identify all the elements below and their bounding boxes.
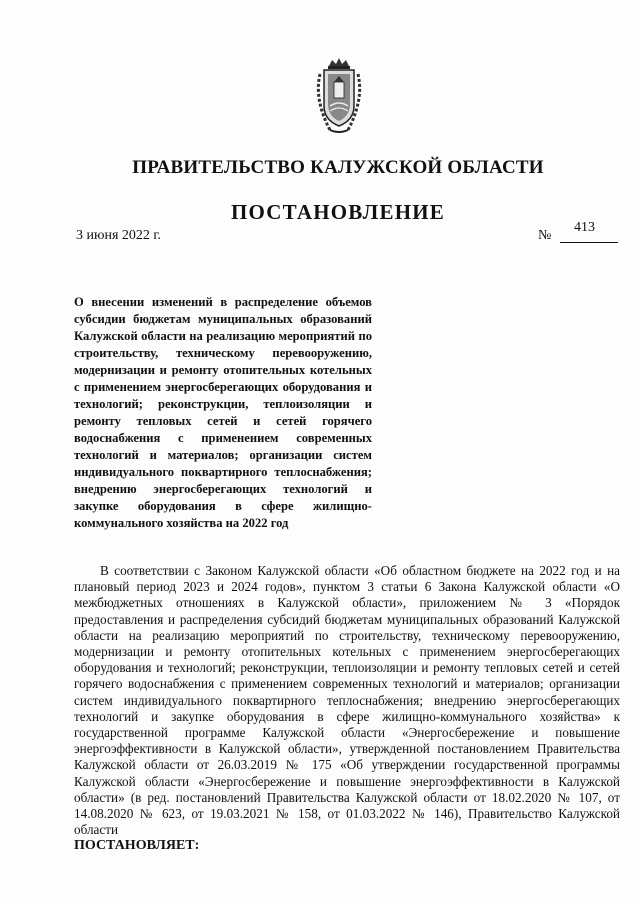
body-paragraph: В соответствии с Законом Калужской области «Об областном бюджете на 2022 год и на плановый период 2023 и 2024 годов», пунктом 3 статьи 6 Закона Калужской области «О межбюджетных отношениях в Калужской области», приложением № 3 «Порядок предоставления и распределения субсидий бюджетам муниципальных образований Калужской области на реализацию мероприятий по строительству, техническому перевооружению, модернизации и ремонту отопительных котельных с применением энергосберегающих оборудования и технологий; реконструкции, теплоизоляции и ремонту тепловых сетей и сетей горячего водоснабжения с применением современных технологий и материалов; организации систем индивидуального поквартирного теплоснабжения; внедрению энергосберегающих технологий и закупке оборудования в сфере жилищно-коммунального хозяйства» к государственной программе Калужской области «Энергосбережение и повышение энергоэффективности в Калужской области», утвержденной постановлением Правительства Калужской области от 26.03.2019 № 175 «Об утверждении государственной программы Калужской области «Энергосбережение и повышение энергоэффективности в Калужской области» (в ред. постановлений Правительства Калужской области от 18.02.2020 № 107, от 14.08.2020 № 623, от 19.03.2021 № 158, от 01.03.2022 № 146), Правительство Калужской области (74, 563, 620, 838)
number-sign: № (538, 228, 552, 243)
decree-keyword: ПОСТАНОВЛЯЕТ: (74, 838, 200, 853)
document-type-title: ПОСТАНОВЛЕНИЕ (230, 200, 446, 224)
number-underline (560, 242, 618, 243)
document-date: 3 июня 2022 г. (76, 228, 162, 243)
coat-of-arms-emblem (310, 56, 368, 136)
government-name: ПРАВИТЕЛЬСТВО КАЛУЖСКОЙ ОБЛАСТИ (132, 157, 544, 178)
document-number: 413 (574, 220, 595, 235)
document-number-block (538, 220, 618, 244)
document-subject: О внесении изменений в распределение объемов субсидии бюджетам муниципальных образований Калужской области на реализацию мероприятий по строительству, техническому перевооружению, модернизации и ремонту отопительных котельных с применением энергосберегающих оборудования и технологий; реконструкции, теплоизоляции и ремонту тепловых сетей и сетей горячего водоснабжения с применением современных технологий и материалов; организации систем индивидуального поквартирного теплоснабжения; внедрению энергосберегающих технологий и закупке оборудования в сфере жилищно-коммунального хозяйства на 2022 год (74, 295, 372, 530)
